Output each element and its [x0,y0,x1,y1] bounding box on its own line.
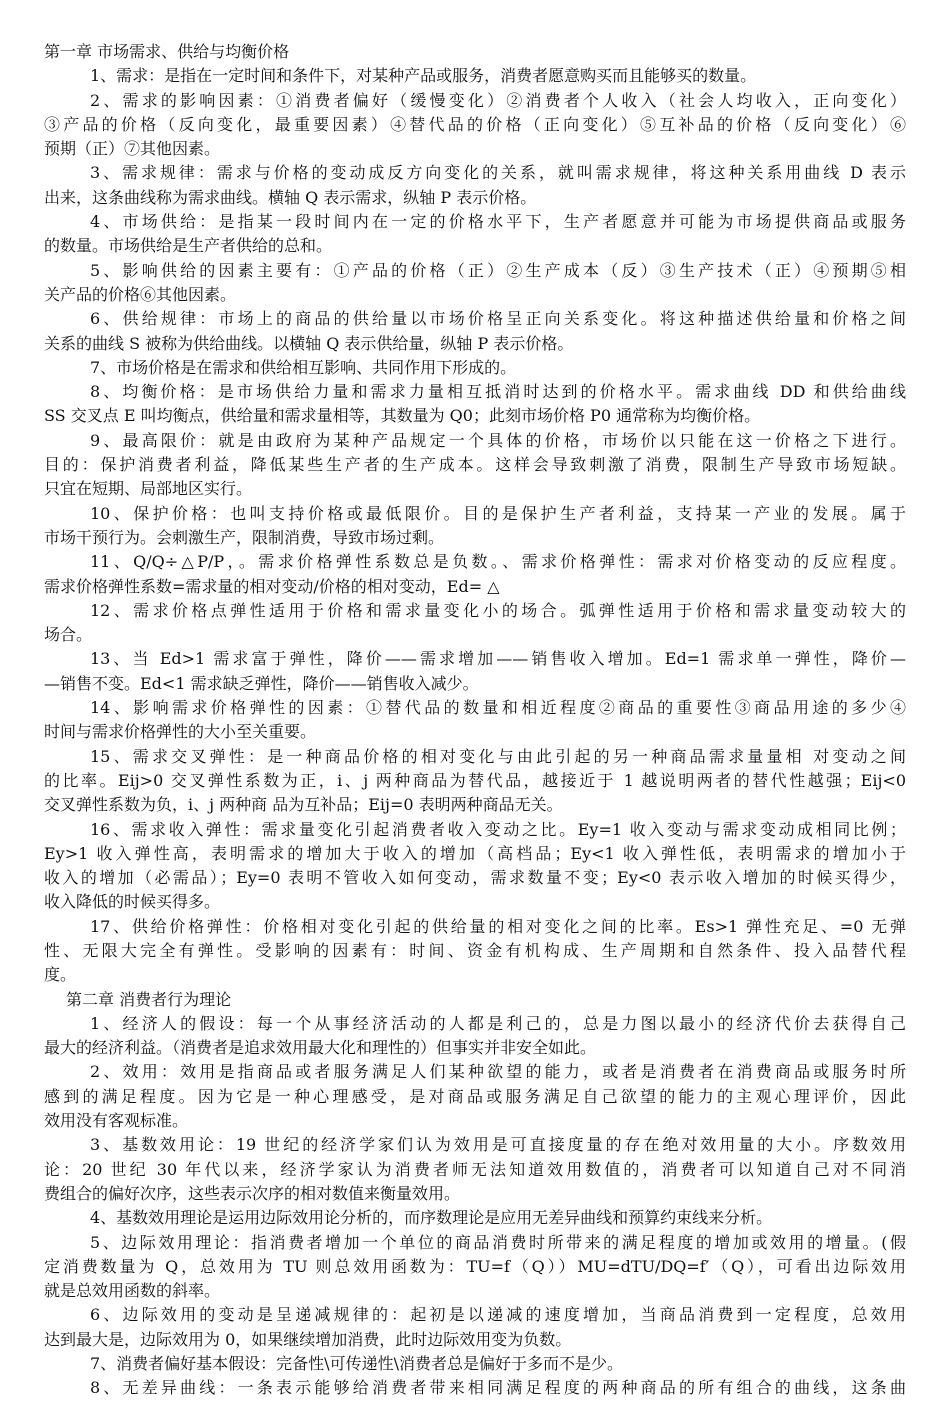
text-line: 3、基数效用论：19 世纪的经济学家们认为效用是可直接度量的存在绝对效用量的大小。序数效用 [90,1135,906,1155]
text-line: SS 交叉点 E 叫均衡点，供给量和需求量相等，其数量为 Q0；此刻市场价格 P0 通常称为均衡价格。 [44,406,761,426]
text-line: 关产品的价格⑥其他因素。 [44,284,237,304]
text-line: Ey>1 收入弹性高，表明需求的增加大于收入的增加（高档品；Ey<1 收入弹性低，表明需求的增加小于 [44,843,906,863]
text-line: 的数量。市场供给是生产者供给的总和。 [44,236,333,256]
text-line: 出来，这条曲线称为需求曲线。横轴 Q 表示需求，纵轴 P 表示价格。 [44,187,537,207]
text-line: 5、影响供给的因素主要有：①产品的价格（正）②生产成本（反）③生产技术（正）④预期⑤相 [90,260,906,280]
text-line: ③产品的价格（反向变化，最重要因素）④替代品的价格（正向变化）⑤互补品的价格（反向变化）⑥ [44,114,906,134]
text-line: 6、边际效用的变动是呈递减规律的：起初是以递减的速度增加，当商品消费到一定程度，总效用 [90,1305,906,1325]
text-line: 3、需求规律：需求与价格的变动成反方向变化的关系，就叫需求规律，将这种关系用曲线 D 表示 [90,163,906,183]
text-line: 2、需求的影响因素：①消费者偏好（缓慢变化）②消费者个人收入（社会人均收入，正向变化） [90,90,906,110]
text-line: 性、无限大完全有弹性。受影响的因素有：时间、资金有机构成、生产周期和自然条件、投入品替代程 [44,940,906,960]
text-line: 市场干预行为。会刺激生产，限制消费，导致市场过剩。 [44,527,445,547]
text-line: 需求价格弹性系数=需求量的相对变动/价格的相对变动，Ed= △ [44,576,500,596]
text-line: 10、保护价格：也叫支持价格或最低限价。目的是保护生产者利益，支持某一产业的发展。属于 [90,503,906,523]
text-line: 只宜在短期、局部地区实行。 [44,479,253,499]
text-line: 15、需求交叉弹性：是一种商品价格的相对变化与由此引起的另一种商品需求量量相 对变动之间 [90,746,906,766]
text-line: 12、需求价格点弹性适用于价格和需求量变化小的场合。弧弹性适用于价格和需求量变动较大的 [90,600,906,620]
text-line: 最大的经济利益。（消费者是追求效用最大化和理性的）但事实并非安全如此。 [44,1038,597,1058]
text-line: 11、Q/Q÷△P/P，。需求价格弹性系数总是负数。、需求价格弹性：需求对价格变动的反应程度。 [90,552,906,572]
text-line: 17、供给价格弹性：价格相对变化引起的供给量的相对变化之间的比率。Es>1 弹性充足、=0 无弹 [90,916,906,936]
text-line: 的比率。Eij>0 交叉弹性系数为正，i、j 两种商品为替代品，越接近于 1 越说明两者的替代性越强；Eij<0 [44,770,906,790]
text-line: 1、经济人的假设：每一个从事经济活动的人都是利己的，总是力图以最小的经济代价去获得自己 [90,1013,906,1033]
text-line: 8、无差异曲线：一条表示能够给消费者带来相同满足程度的两种商品的所有组合的曲线，这条曲 [90,1378,906,1398]
text-line: 16、需求收入弹性：需求量变化引起消费者收入变动之比。Ey=1 收入变动与需求变动成相同比例； [90,819,906,839]
text-line: 场合。 [44,625,93,645]
text-line: 定消费数量为 Q，总效用为 TU 则总效用函数为：TU=f（Q））MU=dTU/DQ=f′（Q），可看出边际效用 [44,1256,906,1276]
text-line: 4、市场供给：是指某一段时间内在一定的价格水平下，生产者愿意并可能为市场提供商品或服务 [90,212,906,232]
text-line: 论：20 世纪 30 年代以来，经济学家认为消费者师无法知道效用数值的，消费者可以知道自己对不同消 [44,1159,906,1179]
text-line: 收入的增加（必需品）；Ey=0 表明不管收入如何变动，需求数量不变；Ey<0 表示收入增加的时候买得少， [44,868,906,888]
text-line: —销售不变。Ed<1 需求缺乏弹性，降价——销售收入减少。 [44,673,479,693]
chapter-heading: 第一章 市场需求、供给与均衡价格 [44,42,290,61]
text-line: 13、当 Ed>1 需求富于弹性，降价——需求增加——销售收入增加。Ed=1 需求单一弹性，降价— [90,649,906,669]
text-line: 2、效用：效用是指商品或者服务满足人们某种欲望的能力，或者是消费者在消费商品或服务时所 [90,1062,906,1082]
text-line: 5、边际效用理论：指消费者增加一个单位的商品消费时所带来的满足程度的增加或效用的增量。(假 [90,1232,906,1252]
text-line: 达到最大是，边际效用为 0，如果继续增加消费，此时边际效用变为负数。 [44,1329,572,1349]
text-line: 交叉弹性系数为负，i、j 两种商 品为互补品；Eij=0 表明两种商品无关。 [44,795,563,815]
text-line: 4、基数效用理论是运用边际效用论分析的，而序数理论是应用无差异曲线和预算约束线来分析。 [90,1208,773,1228]
text-line: 费组合的偏好次序，这些表示次序的相对数值来衡量效用。 [44,1183,461,1203]
text-line: 效用没有客观标准。 [44,1111,189,1131]
text-line: 8、均衡价格：是市场供给力量和需求力量相互抵消时达到的价格水平。需求曲线 DD 和供给曲线 [90,382,906,402]
text-line: 6、供给规律：市场上的商品的供给量以市场价格呈正向关系变化。将这种描述供给量和价格之间 [90,309,906,329]
text-line: 就是总效用函数的斜率。 [44,1281,221,1301]
text-line: 1、需求：是指在一定时间和条件下，对某种产品或服务，消费者愿意购买而且能够买的数量。 [90,66,757,86]
text-line: 14、影响需求价格弹性的因素：①替代品的数量和相近程度②商品的重要性③商品用途的多少④ [90,698,906,718]
text-line: 时间与需求价格弹性的大小至关重要。 [44,722,317,742]
text-line: 收入降低的时候买得多。 [44,892,221,912]
text-line: 关系的曲线 S 被称为供给曲线。以横轴 Q 表示供给量，纵轴 P 表示价格。 [44,333,574,353]
text-line: 感到的满足程度。因为它是一种心理感受，是对商品或服务满足自己欲望的能力的主观心理评价，因此 [44,1086,906,1106]
text-line: 9、最高限价：就是由政府为某种产品规定一个具体的价格，市场价以只能在这一价格之下进行。 [90,430,906,450]
text-line: 目的：保护消费者利益，降低某些生产者的生产成本。这样会导致刺激了消费，限制生产导致市场短缺。 [44,455,906,475]
text-line: 7、消费者偏好基本假设：完备性\可传递性\消费者总是偏好于多而不是少。 [90,1354,623,1374]
chapter-heading: 第二章 消费者行为理论 [66,989,232,1009]
text-line: 7、市场价格是在需求和供给相互影响、共同作用下形成的。 [90,357,517,377]
text-line: 度。 [44,965,77,985]
text-line: 预期（正）⑦其他因素。 [44,139,221,159]
